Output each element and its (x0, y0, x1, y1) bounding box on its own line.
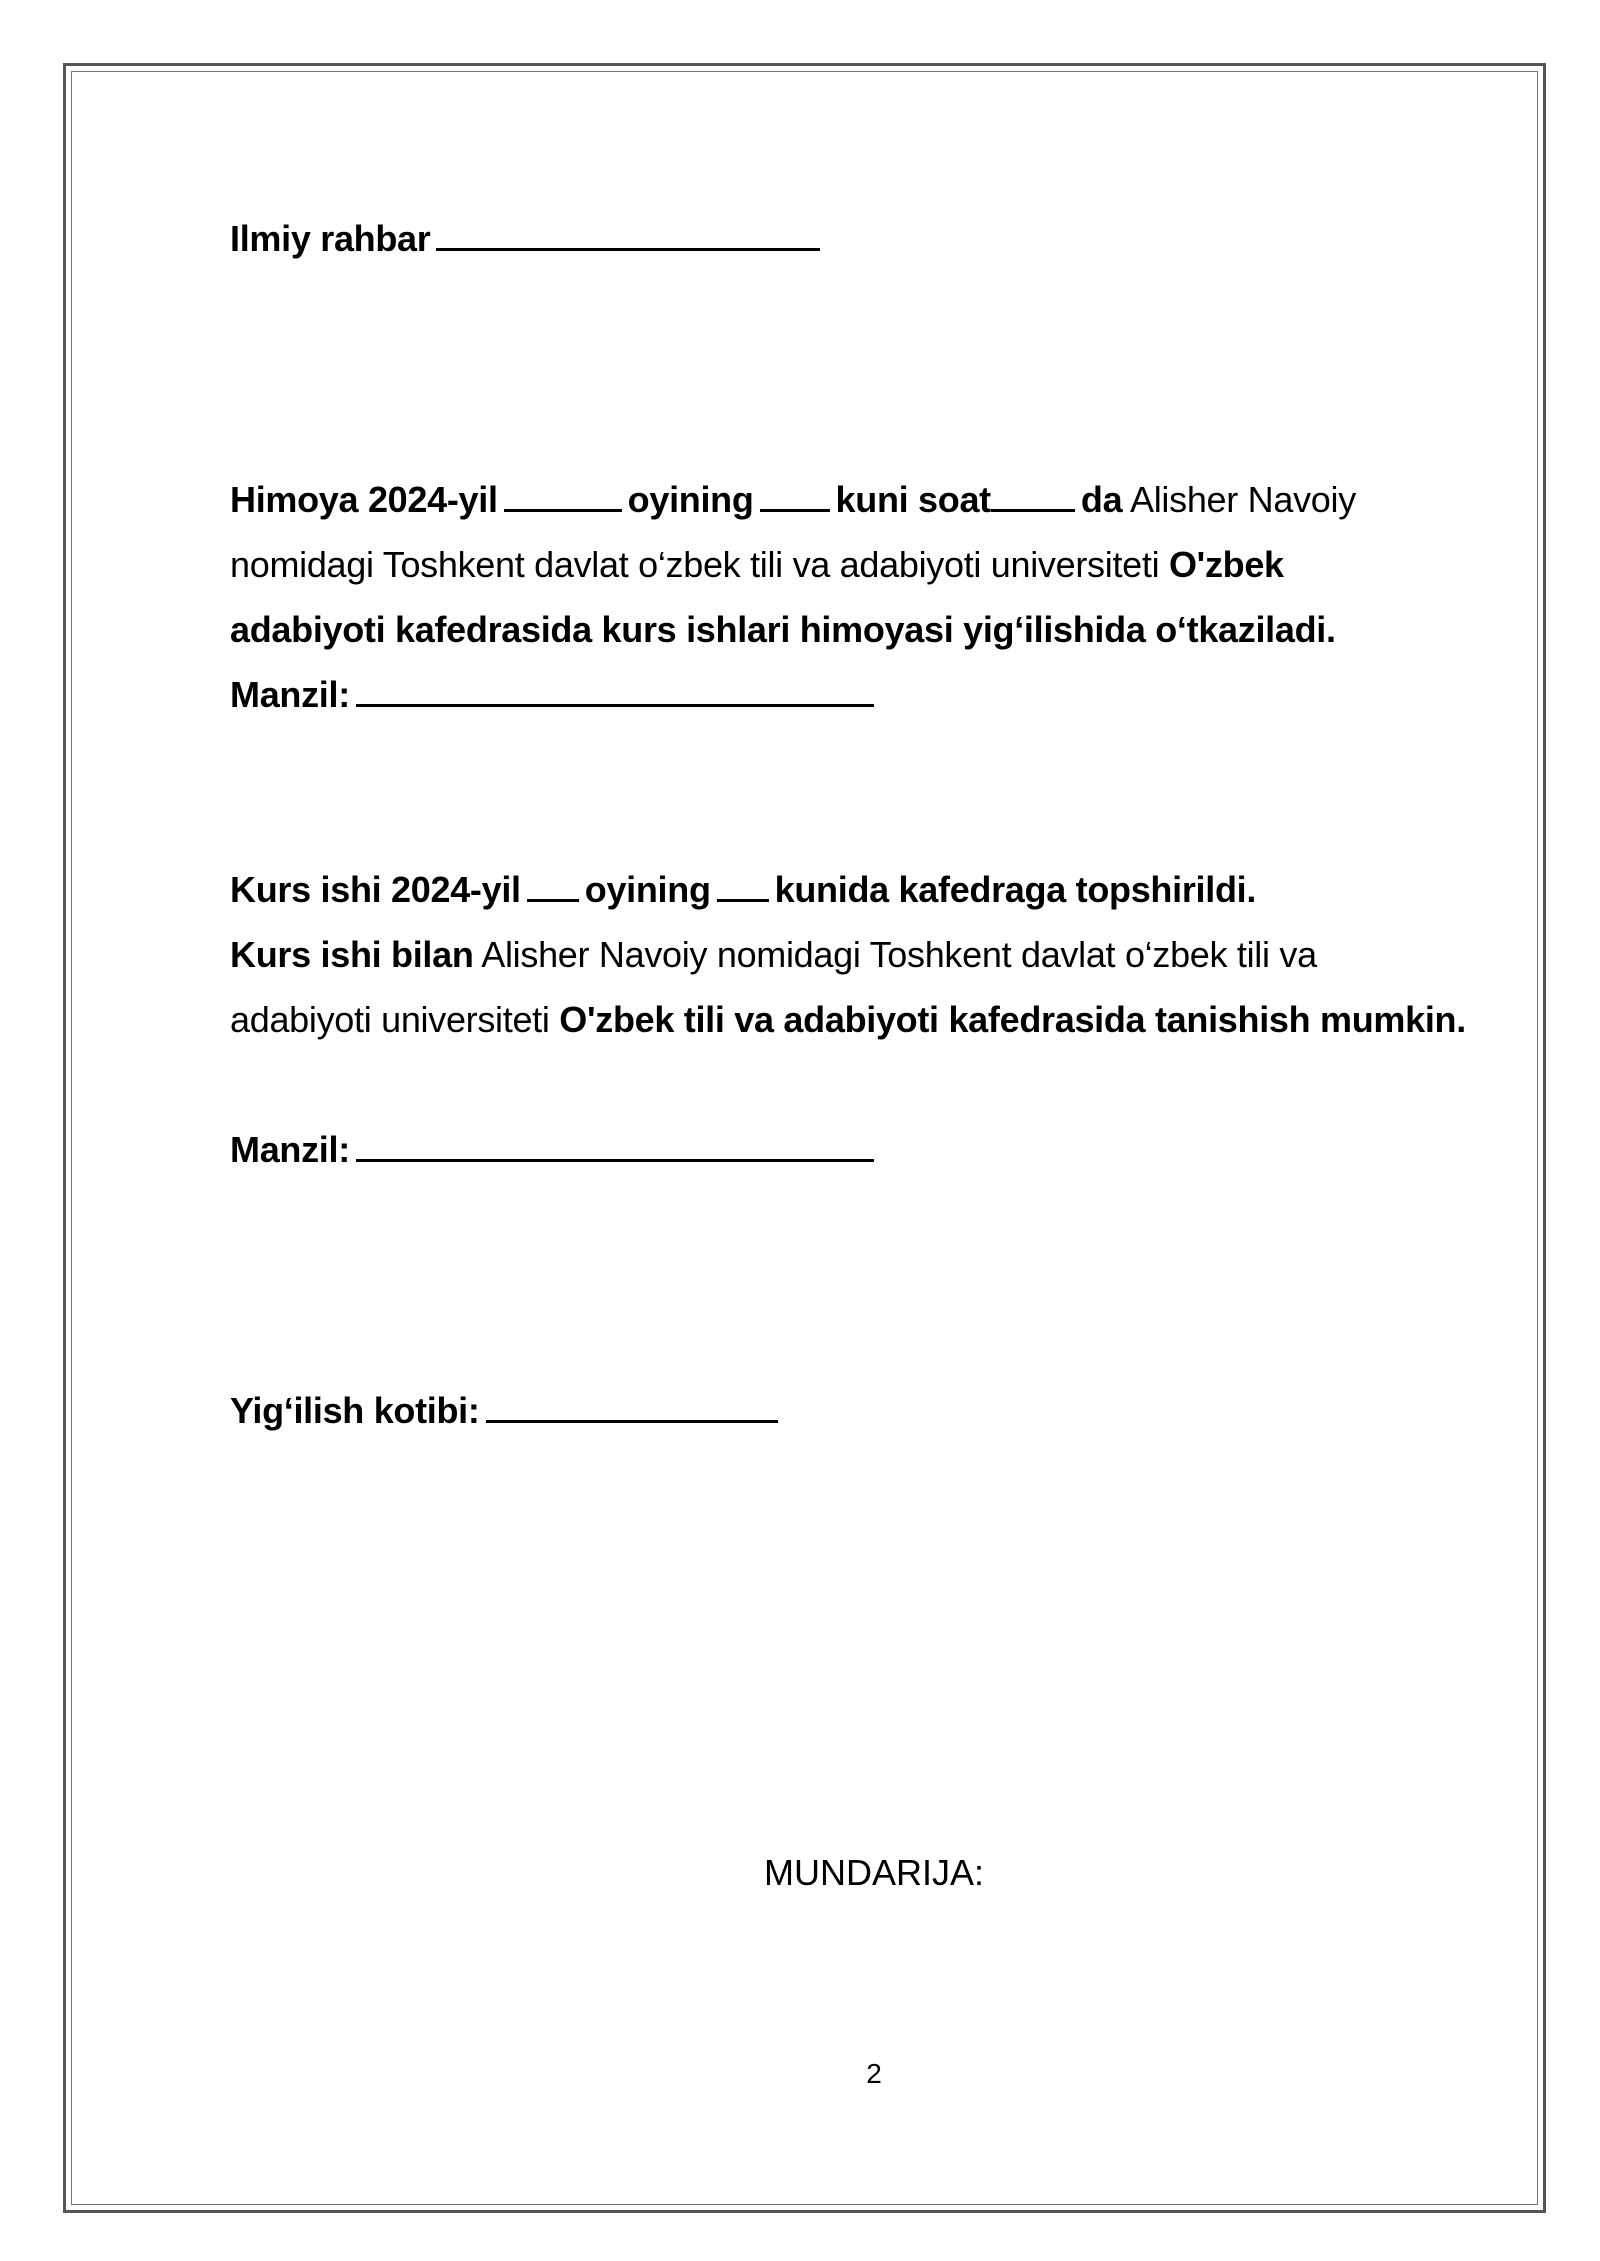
submission-month-blank (527, 872, 579, 902)
submission-address-line (230, 1128, 880, 1172)
submission-address-blank (356, 1132, 874, 1162)
submission-day-text: kunida kafedraga topshirildi. (774, 869, 1257, 910)
defense-address-line (230, 673, 880, 717)
secretary-line (230, 1389, 784, 1433)
submission-address-label: Manzil: (230, 1129, 350, 1170)
submission-day-blank (717, 872, 769, 902)
defense-line-3 (230, 608, 1336, 652)
submission-month-text: oyining (584, 869, 711, 910)
supervisor-blank (436, 221, 820, 251)
submission-department-text: O'zbek tili va adabiyoti kafedrasida tanishish mumkin. (559, 999, 1466, 1040)
defense-year-text: Himoya 2024-yil (230, 479, 498, 520)
defense-time-text: kuni soat (835, 479, 991, 520)
defense-line-1 (230, 478, 1356, 522)
defense-da-text: da (1080, 479, 1123, 520)
defense-month-text: oyining (627, 479, 754, 520)
defense-line-2 (230, 543, 1284, 587)
defense-address-blank (356, 677, 874, 707)
defense-university-start: Alisher Navoiy (1130, 479, 1356, 520)
submission-year-text: Kurs ishi 2024-yil (230, 869, 521, 910)
defense-address-label: Manzil: (230, 674, 350, 715)
contents-heading: MUNDARIJA: (763, 1852, 984, 1893)
defense-department-text: adabiyoti kafedrasida kurs ishlari himoyasi yig‘ilishida o‘tkaziladi. (230, 609, 1336, 650)
defense-month-blank (504, 482, 622, 512)
submission-university-text: Alisher Navoiy nomidagi Toshkent davlat o‘zbek tili va (481, 934, 1317, 975)
page-number: 2 (866, 2058, 882, 2089)
submission-course-text: Kurs ishi bilan (230, 934, 474, 975)
submission-line-3 (230, 998, 1466, 1042)
secretary-label: Yig‘ilish kotibi: (230, 1390, 480, 1431)
secretary-blank (486, 1393, 778, 1423)
submission-line-2 (230, 933, 1317, 977)
supervisor-line (230, 217, 826, 261)
defense-time-blank (991, 482, 1075, 512)
defense-department-start: O'zbek (1168, 544, 1284, 585)
submission-university-end: adabiyoti universiteti (230, 999, 550, 1040)
supervisor-label: Ilmiy rahbar (230, 218, 431, 259)
submission-line-1 (230, 868, 1256, 912)
defense-university-text: nomidagi Toshkent davlat o‘zbek tili va adabiyoti universiteti (230, 544, 1160, 585)
defense-day-blank (760, 482, 830, 512)
